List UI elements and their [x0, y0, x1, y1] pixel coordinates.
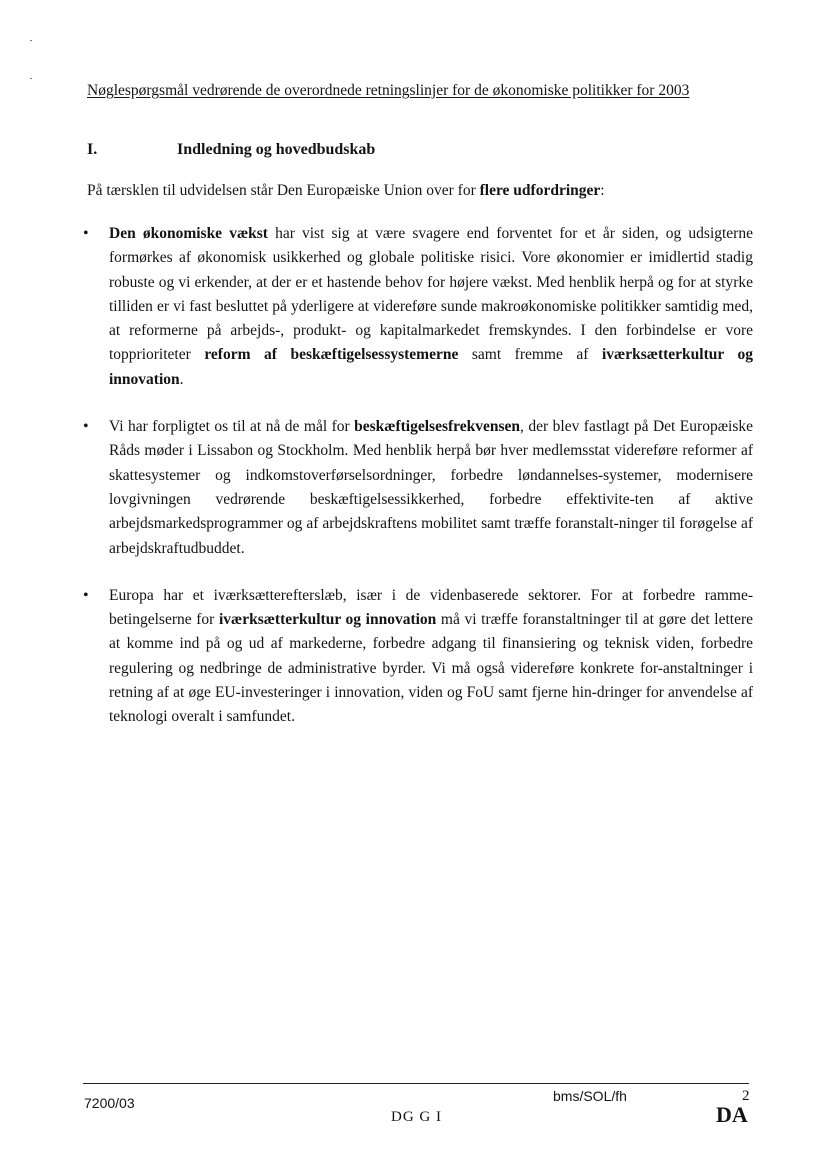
bullet-icon: •	[83, 225, 89, 242]
intro-paragraph	[87, 180, 767, 202]
page-title: Nøglespørgsmål vedrørende de overordnede retningslinjer for de økonomiske politikker for 2003	[87, 82, 690, 99]
bullet-text: samt fremme af	[458, 346, 602, 364]
footer-department: DG G I	[391, 1109, 442, 1125]
section-heading	[87, 141, 375, 159]
bullet-text: Vi har forpligtet os til at nå de mål for	[109, 418, 355, 436]
bullet-item-employment	[83, 415, 753, 561]
bullet-text: har vist sig at være svagere end forventet for et år siden, og udsigterne formørkes af økonomisk usikkerhed og globale politiske risici. Vore økonomier er imidlertid stadig robuste og vi erkender, at der er et hastende behov for højere vækst. Med henblik herpå og for at styrke tilliden er vi fast besluttet på yderligere at videreføre sunde makroøkonomiske politikker samtidig med, at reformerne på arbejds-, produkt- og kapitalmarkedet fremskyndes. I den forbindelse er vore topprioriteter	[109, 225, 753, 364]
bullet-emphasis: iværksætterkultur og innovation	[218, 611, 437, 629]
bullet-emphasis: reform af beskæftigelsessystemerne	[204, 346, 459, 364]
bullet-icon: •	[83, 418, 89, 436]
bullet-emphasis: beskæftigelsesfrekvensen	[354, 418, 521, 436]
bullet-item-entrepreneurship	[83, 584, 753, 730]
scan-speck	[30, 40, 32, 41]
intro-text: På tærsklen til udvidelsen står Den Europæiske Union over for	[87, 182, 480, 199]
bullet-emphasis: iværksætterkultur og innovation	[109, 346, 753, 388]
bullet-item-growth	[83, 222, 753, 392]
bullet-icon: •	[83, 586, 89, 604]
intro-text-end: :	[600, 182, 605, 199]
bullet-text: må vi træffe foranstaltninger til at gøre det lettere at komme ind på og ud af markederne, forbedre adgang til finansiering og teknisk viden, forbedre regulering og nedbringe de administrative byrder. Vi må også videreføre konkrete for-anstaltninger i retning af at øge EU-investeringer i innovation, viden og FoU samt fjerne hin-dringer for anvendelse af teknologi overalt i samfundet.	[109, 611, 753, 726]
footer-page-number: 2	[742, 1088, 750, 1104]
bullet-text: , der blev fastlagt på Det Europæiske Råds møder i Lissabon og Stockholm. Med henblik herpå bør hver medlemsstat videreføre reformer af skattesystemer og indkomstoverførselsordninger, forbedre løndannelses-systemer, modernisere lovgivningen vedrørende beskæftigelsessikkerhed, forbedre effektivite-ten af aktive arbejdsmarkedsprogrammer og af arbejdskraftens mobilitet samt træffe foranstalt-ninger til forøgelse af arbejdskraftudbuddet.	[109, 418, 753, 557]
footer-doc-number: 7200/03	[84, 1095, 135, 1111]
bullet-list	[83, 222, 753, 730]
bullet-text: Europa har et iværksætterefterslæb, især i de videnbaserede sektorer. For at forbedre ramme-betingelserne for	[109, 586, 753, 629]
section-heading-text: Indledning og hovedbudskab	[177, 141, 376, 158]
bullet-emphasis: Den økonomiske vækst	[109, 225, 268, 242]
footer-divider	[83, 1083, 749, 1084]
footer-language-code: DA	[716, 1102, 748, 1127]
intro-emphasis: flere udfordringer	[479, 182, 601, 199]
bullet-text: .	[179, 370, 184, 388]
footer-reference: bms/SOL/fh	[553, 1088, 627, 1104]
scan-speck	[30, 78, 32, 79]
section-number: I.	[87, 141, 98, 158]
